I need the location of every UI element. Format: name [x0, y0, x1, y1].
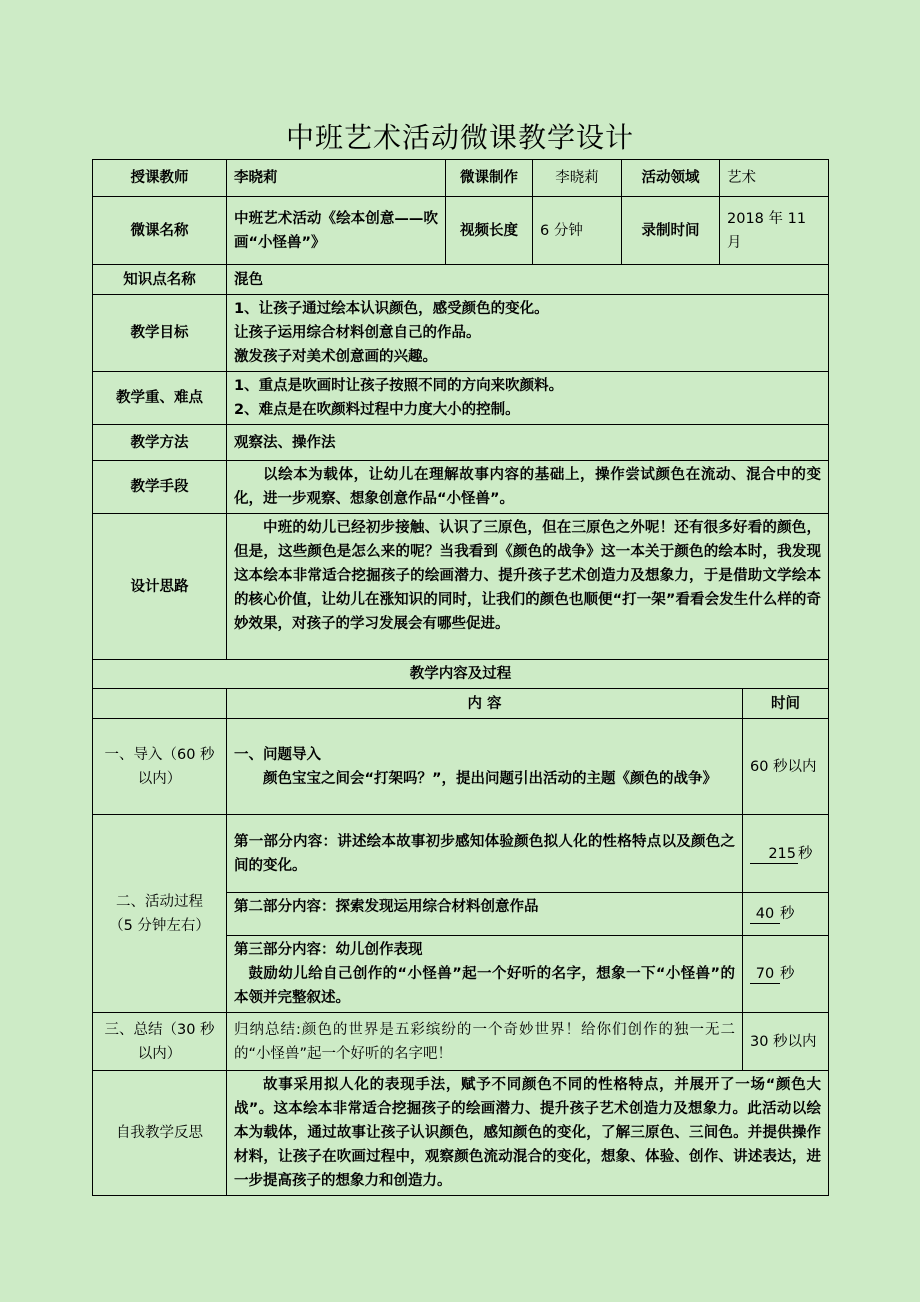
goals-line: 1、让孩子通过绘本认识颜色，感受颜色的变化。 [234, 301, 549, 317]
activity-part1-time [743, 815, 829, 893]
reflection-label: 自我教学反思 [93, 1071, 227, 1196]
activity-part1-content: 第一部分内容：讲述绘本故事初步感知体验颜色拟人化的性格特点以及颜色之间的变化。 [227, 815, 743, 893]
reflection-row [93, 1071, 829, 1196]
stage-header-blank [93, 689, 227, 719]
intro-text: 颜色宝宝之间会“打架吗？”，提出问题引出活动的主题《颜色的战争》 [263, 770, 718, 787]
process-header-row [93, 689, 829, 719]
summary-row [93, 1013, 829, 1071]
means-row [93, 461, 829, 514]
intro-time: 60 秒以内 [743, 719, 829, 815]
activity-part3-text: 鼓励幼儿给自己创作的“小怪兽”起一个好听的名字，想象一下“小怪兽”的本领并完整叙述。 [234, 966, 735, 1006]
keypoints-content [227, 372, 829, 425]
producer-label: 微课制作 [446, 160, 533, 197]
intro-stage: 一、导入（60 秒以内） [93, 719, 227, 815]
length-label: 视频长度 [446, 197, 533, 265]
method-row [93, 425, 829, 461]
design-row [93, 514, 829, 660]
page-title: 中班艺术活动微课教学设计 [285, 121, 634, 154]
goals-line: 激发孩子对美术创意画的兴趣。 [234, 349, 437, 365]
producer-value: 李晓莉 [533, 160, 622, 197]
design-value: 中班的幼儿已经初步接触、认识了三原色，但在三原色之外呢！还有很多好看的颜色，但是，这些颜色是怎么来的呢？当我看到《颜色的战争》这一本关于颜色的绘本时，我发现这本绘本非常适合挖掘孩子的绘画潜力、提升孩子艺术创造力及想象力，于是借助文学绘本的核心价值，让幼儿在涨知识的同时，让我们的颜色也顺便“打一架”看看会发生什么样的奇妙效果，对孩子的学习发展会有哪些促进。 [227, 514, 829, 660]
activity-part3-time-value: 70 [750, 965, 780, 984]
summary-stage: 三、总结（30 秒以内） [93, 1013, 227, 1071]
activity-part3-heading: 第三部分内容：幼儿创作表现 [234, 942, 423, 958]
means-label: 教学手段 [93, 461, 227, 514]
teacher-value: 李晓莉 [227, 160, 446, 197]
teacher-label: 授课教师 [93, 160, 227, 197]
activity-part1-row [93, 815, 829, 893]
knowledge-value: 混色 [227, 265, 829, 295]
length-value: 6 分钟 [533, 197, 622, 265]
domain-value: 艺术 [720, 160, 829, 197]
content-column-header: 内 容 [227, 689, 743, 719]
activity-stage [93, 815, 227, 1013]
activity-part1-time-value: 215 [750, 845, 798, 864]
intro-content [227, 719, 743, 815]
summary-content: 归纳总结:颜色的世界是五彩缤纷的一个奇妙世界！给你们创作的独一无二的“小怪兽”起一个好听的名字吧！ [227, 1013, 743, 1071]
keypoints-row [93, 372, 829, 425]
design-label: 设计思路 [93, 514, 227, 660]
record-time-value: 2018 年 11 月 [720, 197, 829, 265]
activity-part3-time-unit: 秒 [780, 966, 795, 982]
goals-line: 让孩子运用综合材料创意自己的作品。 [234, 325, 481, 341]
activity-part2-time-unit: 秒 [780, 906, 795, 922]
info-row-course [93, 197, 829, 265]
keypoints-line: 2、难点是在吹颜料过程中力度大小的控制。 [234, 402, 520, 418]
activity-stage-line: 二、活动过程 [116, 893, 203, 910]
summary-time: 30 秒以内 [743, 1013, 829, 1071]
domain-label: 活动领域 [622, 160, 720, 197]
knowledge-label: 知识点名称 [93, 265, 227, 295]
activity-part3-content [227, 936, 743, 1013]
info-row-teacher [93, 160, 829, 197]
time-column-header: 时间 [743, 689, 829, 719]
intro-heading: 一、问题导入 [234, 746, 321, 763]
goals-row [93, 295, 829, 372]
activity-part2-time [743, 893, 829, 936]
activity-part3-time [743, 936, 829, 1013]
reflection-value: 故事采用拟人化的表现手法，赋予不同颜色不同的性格特点，并展开了一场“颜色大战”。这本绘本非常适合挖掘孩子的绘画潜力、提升孩子艺术创造力及想象力。此活动以绘本为载体，通过故事让孩子认识颜色，感知颜色的变化，了解三原色、三间色。并提供操作材料，让孩子在吹画过程中，观察颜色流动混合的变化，想象、体验、创作、讲述表达，进一步提高孩子的想象力和创造力。 [227, 1071, 829, 1196]
means-value: 以绘本为载体，让幼儿在理解故事内容的基础上，操作尝试颜色在流动、混合中的变化，进一步观察、想象创意作品“小怪兽”。 [227, 461, 829, 514]
process-section-title: 教学内容及过程 [93, 660, 829, 689]
keypoints-label: 教学重、难点 [93, 372, 227, 425]
intro-row [93, 719, 829, 815]
activity-part2-content: 第二部分内容：探索发现运用综合材料创意作品 [227, 893, 743, 936]
method-value: 观察法、操作法 [227, 425, 829, 461]
activity-stage-line: （5 分钟左右） [109, 917, 210, 934]
course-label: 微课名称 [93, 197, 227, 265]
course-name-value: 中班艺术活动《绘本创意——吹画“小怪兽”》 [227, 197, 446, 265]
process-section-row [93, 660, 829, 689]
goals-content [227, 295, 829, 372]
info-row-knowledge [93, 265, 829, 295]
method-label: 教学方法 [93, 425, 227, 461]
record-label: 录制时间 [622, 197, 720, 265]
keypoints-line: 1、重点是吹画时让孩子按照不同的方向来吹颜料。 [234, 378, 564, 394]
lesson-plan-table [92, 159, 829, 1196]
activity-part1-time-unit: 秒 [798, 845, 813, 862]
goals-label: 教学目标 [93, 295, 227, 372]
activity-part2-time-value: 40 [750, 905, 780, 924]
